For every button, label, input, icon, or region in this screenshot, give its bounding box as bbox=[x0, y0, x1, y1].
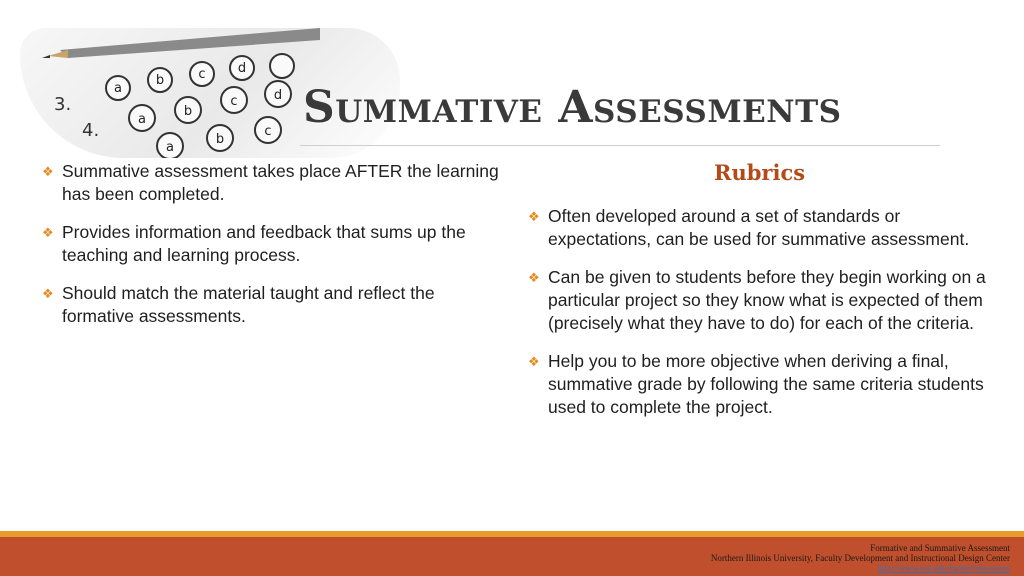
pencil-tip bbox=[48, 50, 68, 58]
footer-line-1: Formative and Summative Assessment bbox=[870, 543, 1010, 553]
diamond-bullet-icon: ❖ bbox=[42, 225, 54, 240]
diamond-bullet-icon: ❖ bbox=[528, 270, 540, 285]
svg-text:b: b bbox=[183, 104, 193, 119]
svg-text:c: c bbox=[198, 67, 206, 82]
diamond-bullet-icon: ❖ bbox=[42, 286, 54, 301]
diamond-bullet-icon: ❖ bbox=[528, 354, 540, 369]
svg-text:d: d bbox=[237, 61, 247, 76]
list-item: ❖ Should match the material taught and reflect the formative assessments. bbox=[42, 283, 435, 326]
slide-title: Summative Assessments bbox=[303, 82, 842, 133]
svg-text:c: c bbox=[264, 124, 272, 139]
diamond-bullet-icon: ❖ bbox=[528, 209, 540, 224]
list-item: ❖ Provides information and feedback that sums up the teaching and learning process. bbox=[42, 222, 466, 265]
list-item: ❖ Can be given to students before they begin working on a particular project so they know what is expected of them (precisely what they have to do) for each of the criteria. bbox=[528, 267, 986, 333]
list-item: ❖ Often developed around a set of standards or expectations, can be used for summative assessment. bbox=[528, 206, 970, 249]
svg-text:a: a bbox=[166, 140, 174, 155]
pencil-lead bbox=[42, 55, 50, 58]
svg-text:a: a bbox=[138, 112, 146, 127]
list-item: ❖ Summative assessment takes place AFTER the learning has been completed. bbox=[42, 161, 499, 204]
svg-text:b: b bbox=[215, 132, 225, 147]
footer-link[interactable]: http://www.niu.edu/facdev/resources bbox=[877, 563, 1010, 573]
svg-text:b: b bbox=[155, 73, 165, 88]
svg-text:4.: 4. bbox=[82, 120, 100, 141]
left-bullet-list bbox=[36, 160, 506, 343]
svg-text:3.: 3. bbox=[54, 94, 72, 115]
title-divider bbox=[300, 145, 940, 146]
rubrics-heading: Rubrics bbox=[714, 160, 806, 185]
svg-text:d: d bbox=[273, 88, 283, 103]
footer-credits bbox=[711, 543, 1010, 573]
svg-text:c: c bbox=[230, 94, 238, 109]
svg-text:a: a bbox=[114, 81, 122, 96]
diamond-bullet-icon: ❖ bbox=[42, 164, 54, 179]
footer-line-2: Northern Illinois University, Faculty Development and Instructional Design Center bbox=[710, 553, 1010, 563]
list-item: ❖ Help you to be more objective when deriving a final, summative grade by following the same criteria students used to complete the project. bbox=[528, 351, 984, 417]
rubrics-bullet-list bbox=[522, 205, 1002, 434]
